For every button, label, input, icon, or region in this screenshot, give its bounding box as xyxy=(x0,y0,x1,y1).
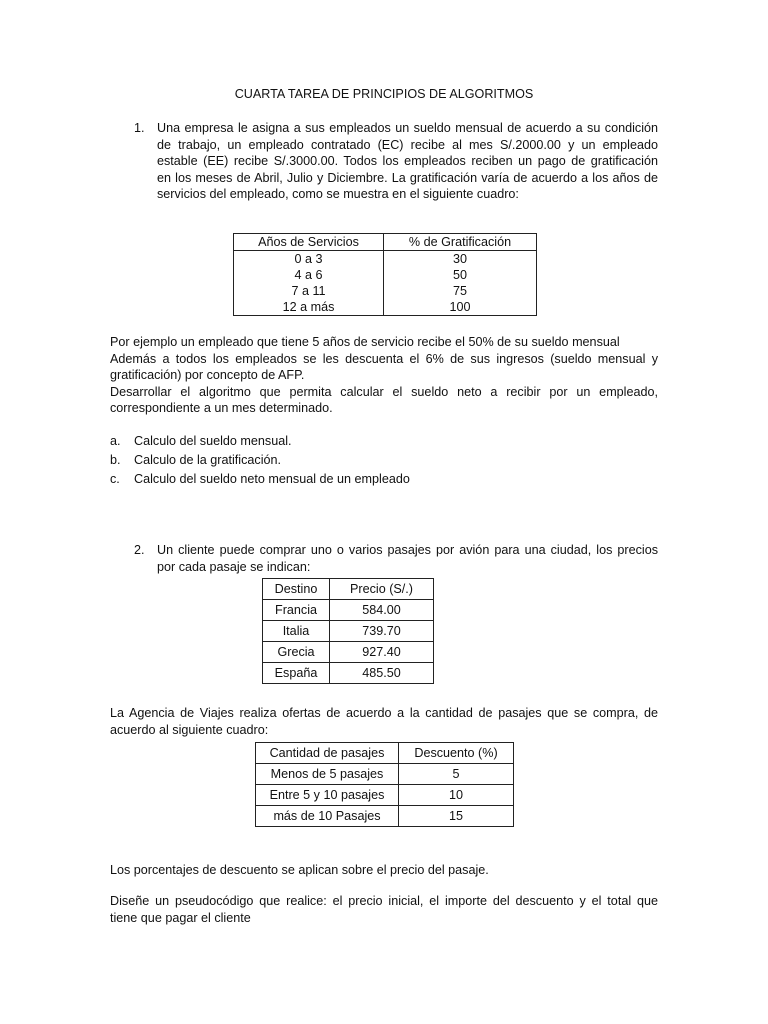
table-cell: Francia xyxy=(263,600,330,621)
table-cell: 10 xyxy=(399,785,514,806)
task-paragraph xyxy=(110,893,658,926)
table-row xyxy=(234,251,537,268)
table-header: Destino xyxy=(263,579,330,600)
question-2-statement xyxy=(157,542,658,575)
table-cell: 12 a más xyxy=(282,300,335,314)
task-line: Diseñe un pseudocódigo que realice: el precio inicial, el importe del descuento y el total que xyxy=(110,894,658,908)
table-cell: 7 a 11 xyxy=(291,284,326,298)
q1-line: Una empresa le asigna a sus empleados un sueldo mensual de acuerdo a su condición xyxy=(157,121,658,135)
table-cell: Menos de 5 pasajes xyxy=(256,764,399,785)
q1-line: estable (EE) recibe S/.3000.00. Todos los empleados reciben un pago de gratificación xyxy=(157,154,658,169)
table-cell: 927.40 xyxy=(330,642,434,663)
table-header: Años de Servicios xyxy=(234,234,384,251)
q1-after-line: Por ejemplo un empleado que tiene 5 años de servicio recibe el 50% de su sueldo mensual xyxy=(110,335,620,349)
table-cell: Grecia xyxy=(263,642,330,663)
table-header: Precio (S/.) xyxy=(330,579,434,600)
table-row xyxy=(256,764,514,785)
question-1-number: 1. xyxy=(134,121,145,135)
document-title: CUARTA TAREA DE PRINCIPIOS DE ALGORITMOS xyxy=(234,87,534,101)
table-cell: 485.50 xyxy=(330,663,434,684)
table-cell: España xyxy=(263,663,330,684)
table-header: Descuento (%) xyxy=(399,743,514,764)
list-letter: a. xyxy=(110,434,121,448)
q1-line: de trabajo, un empleado contratado (EC) recibe al mes S/.2000.00 y un empleado xyxy=(157,137,658,152)
question-1-example xyxy=(110,334,658,417)
question-2-number: 2. xyxy=(134,543,145,557)
table-cell: 739.70 xyxy=(330,621,434,642)
table-cell: Italia xyxy=(263,621,330,642)
table-cell: 30 xyxy=(384,251,537,268)
table-row xyxy=(263,600,434,621)
table-cell: 15 xyxy=(399,806,514,827)
price-table xyxy=(262,578,434,684)
list-item: Calculo del sueldo mensual. xyxy=(134,434,292,448)
table-cell: más de 10 Pasajes xyxy=(256,806,399,827)
list-item: Calculo del sueldo neto mensual de un empleado xyxy=(134,472,410,486)
table-cell: Entre 5 y 10 pasajes xyxy=(256,785,399,806)
q1-line: servicios del empleado, como se muestra en el siguiente cuadro: xyxy=(157,187,519,202)
table-row xyxy=(234,267,537,283)
question-1-statement xyxy=(157,120,658,203)
offer-line: La Agencia de Viajes realiza ofertas de acuerdo a la cantidad de pasajes que se compra, de xyxy=(110,706,658,720)
q1-after-line: gratificación) por concepto de AFP. xyxy=(110,368,305,383)
q2-line: por cada pasaje se indican: xyxy=(157,559,311,574)
table-cell: 100 xyxy=(384,299,537,316)
q1-line: en los meses de Abril, Julio y Diciembre. La gratificación varía de acuerdo a los años de xyxy=(157,170,658,185)
offer-line: acuerdo al siguiente cuadro: xyxy=(110,722,269,737)
table-row xyxy=(263,621,434,642)
table-cell: 50 xyxy=(384,267,537,283)
q1-after-line: correspondiente a un mes determinado. xyxy=(110,401,333,416)
table-header: % de Gratificación xyxy=(384,234,537,251)
table-row xyxy=(256,785,514,806)
gratification-table xyxy=(233,233,537,316)
table-cell: 4 a 6 xyxy=(294,268,323,282)
task-line: tiene que pagar el cliente xyxy=(110,910,251,925)
discount-table xyxy=(255,742,514,827)
table-cell: 584.00 xyxy=(330,600,434,621)
table-row xyxy=(256,806,514,827)
list-item: Calculo de la gratificación. xyxy=(134,453,282,467)
q2-line: Un cliente puede comprar uno o varios pasajes por avión para una ciudad, los precios xyxy=(157,543,658,557)
q1-after-line: Además a todos los empleados se les descuenta el 6% de sus ingresos (sueldo mensual y xyxy=(110,351,658,366)
table-row xyxy=(234,283,537,299)
offer-paragraph xyxy=(110,705,658,738)
table-cell: 0 a 3 xyxy=(294,252,323,266)
discount-note: Los porcentajes de descuento se aplican sobre el precio del pasaje. xyxy=(110,863,489,877)
list-letter: c. xyxy=(110,472,120,486)
table-cell: 5 xyxy=(399,764,514,785)
table-row xyxy=(234,299,537,316)
list-letter: b. xyxy=(110,453,121,467)
table-header: Cantidad de pasajes xyxy=(256,743,399,764)
table-row xyxy=(263,663,434,684)
q1-after-line: Desarrollar el algoritmo que permita calcular el sueldo neto a recibir por un empleado, xyxy=(110,384,658,399)
table-row xyxy=(263,642,434,663)
table-cell: 75 xyxy=(384,283,537,299)
